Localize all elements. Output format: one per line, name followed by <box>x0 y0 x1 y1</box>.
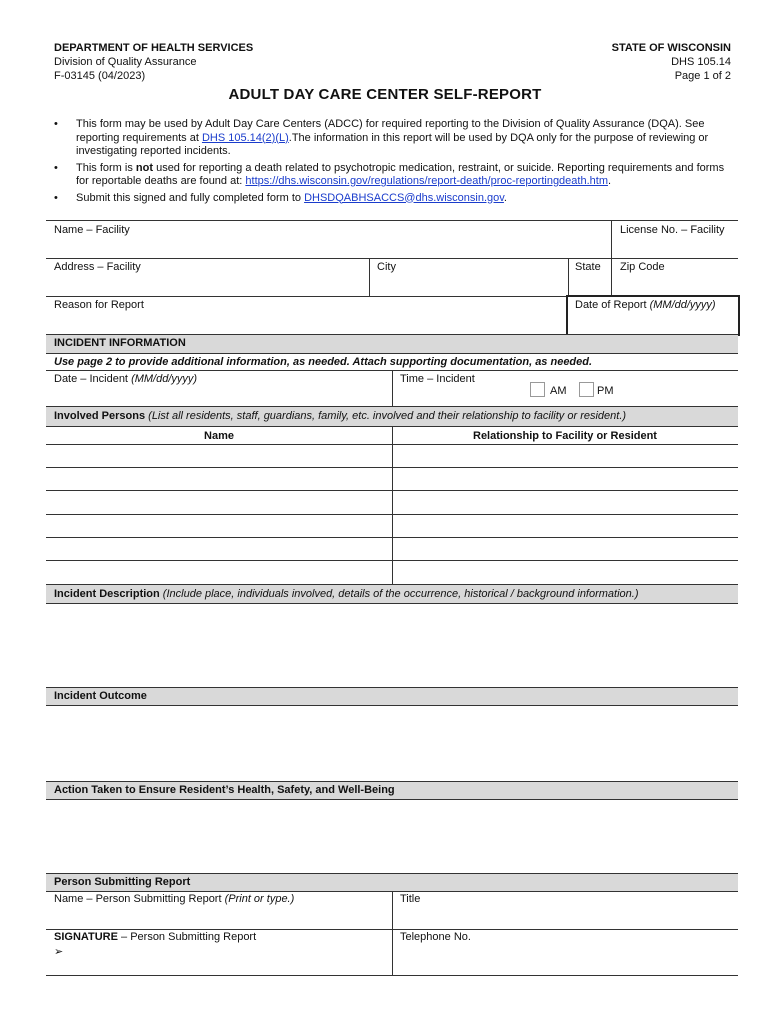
facility-name-label: Name – Facility <box>54 224 130 236</box>
divider <box>46 584 738 585</box>
involved-persons-title: Involved Persons (List all residents, staff, guardians, family, etc. involved and their relationship to facility or resident.) <box>54 410 627 422</box>
person-relationship-field[interactable] <box>394 539 736 559</box>
incident-description-title: Incident Description (Include place, individuals involved, details of the occurrence, historical / background information.) <box>54 588 639 600</box>
signature-label: SIGNATURE – Person Submitting Report <box>54 931 257 943</box>
form-title: ADULT DAY CARE CENTER SELF-REPORT <box>228 86 542 103</box>
divider <box>46 705 738 706</box>
person-name-field[interactable] <box>48 492 390 513</box>
person-name-field[interactable] <box>48 446 390 466</box>
divider <box>46 220 738 221</box>
telephone-label: Telephone No. <box>400 931 471 943</box>
incident-date-label: Date – Incident (MM/dd/yyyy) <box>54 373 198 385</box>
reason-label: Reason for Report <box>54 299 144 311</box>
form-number: F-03145 (04/2023) <box>54 70 146 82</box>
divider <box>46 353 738 354</box>
incident-description-field[interactable] <box>48 606 736 684</box>
person-name-field[interactable] <box>48 562 390 583</box>
signature-field[interactable] <box>70 945 388 973</box>
divider <box>46 975 738 976</box>
bullet-icon: • <box>54 161 58 174</box>
divider <box>46 603 738 604</box>
incident-time-label: Time – Incident <box>400 373 475 385</box>
divider <box>46 799 738 800</box>
instructions-list <box>52 118 732 208</box>
state-name: STATE OF WISCONSIN <box>611 42 731 54</box>
person-relationship-field[interactable] <box>394 562 736 583</box>
instruction-text: Submit this signed and fully completed form to <box>76 191 305 204</box>
action-taken-title: Action Taken to Ensure Resident’s Health, Safety, and Well-Being <box>54 784 395 796</box>
person-relationship-field[interactable] <box>394 446 736 466</box>
state-field[interactable] <box>571 275 609 295</box>
instruction-text: This form is <box>76 161 136 174</box>
submitter-name-field[interactable] <box>48 907 388 927</box>
instruction-text: .The information in this report will be used by DQA only for the purpose of reviewing or investigating reported incidents. <box>76 131 709 157</box>
date-of-report-label: Date of Report (MM/dd/yyyy) <box>575 299 716 311</box>
divider <box>46 873 738 874</box>
dhs-link[interactable]: DHS 105.14(2)(L) <box>201 131 289 144</box>
incident-info-title: INCIDENT INFORMATION <box>54 337 186 349</box>
name-column-header: Name <box>204 430 234 442</box>
state-label: State <box>575 261 601 273</box>
department-name: DEPARTMENT OF HEALTH SERVICES <box>54 42 254 54</box>
instruction-text: . <box>607 175 612 187</box>
am-label: AM <box>550 385 567 397</box>
person-relationship-field[interactable] <box>394 492 736 513</box>
divider <box>611 220 612 258</box>
incident-outcome-field[interactable] <box>48 708 736 778</box>
divider <box>46 467 738 468</box>
submitter-title-field[interactable] <box>394 907 736 927</box>
zip-field[interactable] <box>614 275 736 295</box>
bullet-icon: • <box>54 191 58 204</box>
instruction-item <box>52 162 732 189</box>
person-name-field[interactable] <box>48 469 390 489</box>
address-label: Address – Facility <box>54 261 141 273</box>
instruction-emphasis: not <box>135 161 154 174</box>
city-field[interactable] <box>372 275 565 295</box>
am-checkbox[interactable] <box>530 382 545 397</box>
bullet-icon: • <box>54 118 58 130</box>
incident-outcome-header <box>46 687 738 705</box>
relationship-column-header: Relationship to Facility or Resident <box>473 430 657 442</box>
license-label: License No. – Facility <box>620 224 725 236</box>
divider <box>46 929 738 930</box>
divider <box>369 258 370 296</box>
action-taken-field[interactable] <box>48 802 736 870</box>
division-name: Division of Quality Assurance <box>54 56 197 68</box>
address-field[interactable] <box>48 275 366 295</box>
divider <box>392 891 393 975</box>
report-death-link[interactable]: https://dhs.wisconsin.gov/regulations/report-death/proc-reportingdeath.htm <box>245 175 608 187</box>
license-field[interactable] <box>614 237 736 257</box>
divider <box>392 370 393 406</box>
city-label: City <box>377 261 396 273</box>
instruction-text: used for reporting a death related to psychotropic medication, restraint, or suicide. Reporting requirements and forms for reportable deaths are found at: <box>76 161 725 187</box>
instruction-item <box>52 192 732 206</box>
divider <box>46 514 738 515</box>
divider <box>46 490 738 491</box>
divider <box>611 258 612 296</box>
email-link[interactable]: DHSDQABHSACCS@dhs.wisconsin.gov <box>304 191 504 204</box>
divider <box>46 334 738 335</box>
submitter-title-label: Title <box>400 893 421 905</box>
incident-instructions: Use page 2 to provide additional information, as needed. Attach supporting documentation, as needed. <box>54 356 593 368</box>
telephone-field[interactable] <box>394 945 736 973</box>
submitter-title: Person Submitting Report <box>54 876 191 888</box>
divider <box>46 537 738 538</box>
divider <box>568 258 569 296</box>
pm-checkbox[interactable] <box>579 382 594 397</box>
person-relationship-field[interactable] <box>394 516 736 536</box>
person-name-field[interactable] <box>48 539 390 559</box>
pm-label: PM <box>597 385 614 397</box>
statute-ref: DHS 105.14 <box>671 56 731 68</box>
person-relationship-field[interactable] <box>394 469 736 489</box>
zip-label: Zip Code <box>620 261 665 273</box>
divider <box>46 560 738 561</box>
reason-field[interactable] <box>48 313 564 331</box>
divider <box>46 781 738 782</box>
page-number: Page 1 of 2 <box>674 70 731 82</box>
signature-arrow-icon: ➢ <box>54 946 64 958</box>
incident-time-field[interactable] <box>400 387 525 403</box>
person-name-field[interactable] <box>48 516 390 536</box>
instruction-text: This form may be used by Adult Day Care Centers (ADCC) for required reporting to the Division of Quality Assurance (DQA). See reporting requirements at <box>76 118 705 144</box>
divider <box>46 406 738 407</box>
divider <box>46 687 738 688</box>
divider <box>46 258 738 259</box>
incident-outcome-title: Incident Outcome <box>54 690 147 702</box>
facility-name-field[interactable] <box>48 237 608 257</box>
instruction-item <box>52 118 732 159</box>
instruction-text: . <box>503 191 507 204</box>
incident-date-field[interactable] <box>48 387 388 405</box>
submitter-name-label: Name – Person Submitting Report (Print or type.) <box>54 893 295 905</box>
